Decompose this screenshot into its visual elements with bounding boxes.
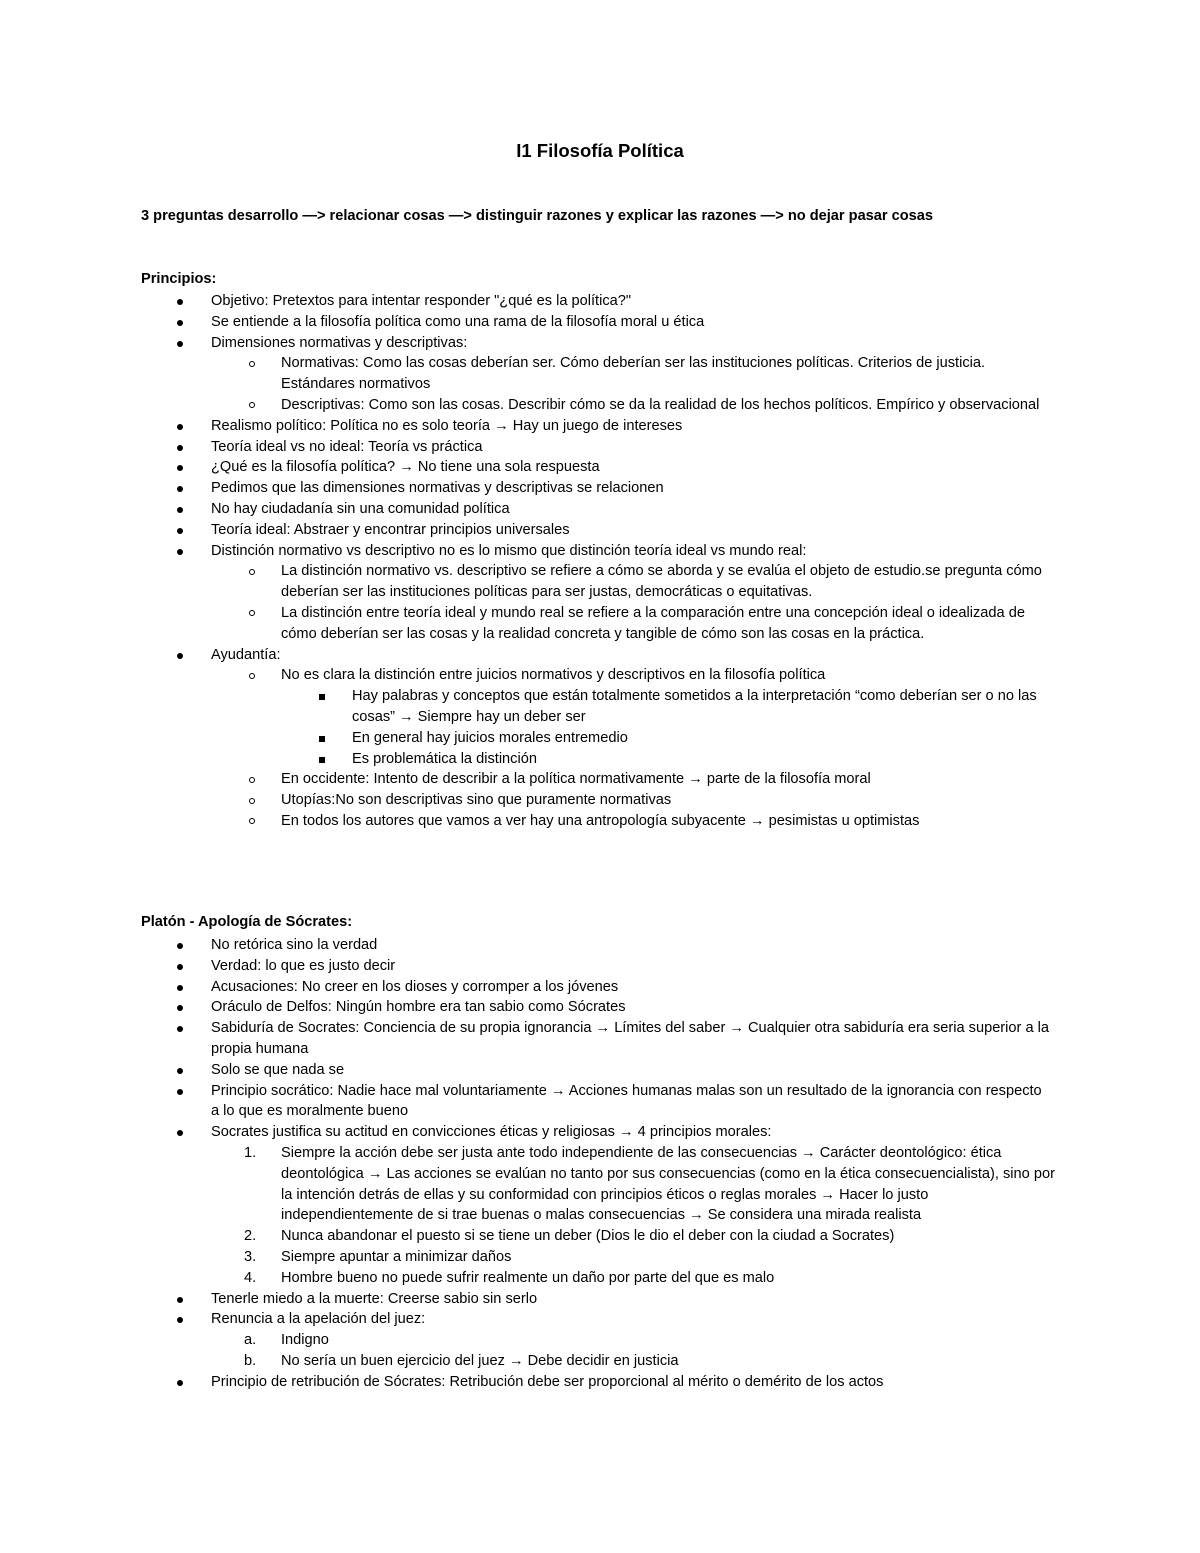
bullet-icon	[177, 985, 183, 991]
list-item: En todos los autores que vamos a ver hay una antropología subyacente → pesimistas u optimistas	[0, 811, 1200, 832]
bullet-icon	[177, 1297, 183, 1303]
list-item: Se entiende a la filosofía política como una rama de la filosofía moral u ética	[0, 312, 1200, 333]
list-item: b. No sería un buen ejercicio del juez → Debe decidir en justicia	[0, 1351, 1200, 1372]
list-item: Es problemática la distinción	[0, 749, 1200, 770]
list-item: En general hay juicios morales entremedio	[0, 728, 1200, 749]
bullet-icon	[177, 1130, 183, 1136]
list-item: Oráculo de Delfos: Ningún hombre era tan sabio como Sócrates	[0, 997, 1200, 1018]
bullet-icon	[177, 1380, 183, 1386]
list-item: No retórica sino la verdad	[0, 935, 1200, 956]
list-item: Realismo político: Política no es solo teoría → Hay un juego de intereses	[0, 416, 1200, 437]
list-item: a. Indigno	[0, 1330, 1200, 1351]
list-number: 3.	[244, 1248, 257, 1265]
list-letter: b.	[244, 1352, 257, 1369]
list-item: Principio de retribución de Sócrates: Retribución debe ser proporcional al mérito o demérito de los actos	[0, 1372, 1200, 1393]
bullet-icon	[177, 299, 183, 305]
list-item: Normativas: Como las cosas deberían ser. Cómo deberían ser las instituciones políticas. Criterios de justicia. Estándares normativos	[0, 353, 1200, 395]
list-item: No hay ciudadanía sin una comunidad política	[0, 499, 1200, 520]
list-item: Dimensiones normativas y descriptivas:	[0, 333, 1200, 354]
bullet-icon	[177, 424, 183, 430]
list-item: 1. Siempre la acción debe ser justa ante todo independiente de las consecuencias → Carácter deontológico: ética deontológica → Las acciones se evalúan no tanto por sus consecuencias (como en la ética consecuencialista), sino por la intención detrás de ellas y su conformidad con principios éticos o reglas morales → Hacer lo justo independientemente de si trae buenas o malas consecuencias → Se considera una mirada realista	[244, 1144, 1055, 1224]
hollow-bullet-icon	[249, 798, 255, 804]
hollow-bullet-icon	[249, 777, 255, 783]
bullet-icon	[177, 653, 183, 659]
list-item: Sabiduría de Socrates: Conciencia de su propia ignorancia → Límites del saber → Cualquier otra sabiduría era seria superior a la propia humana	[0, 1018, 1200, 1060]
list-item: La distinción normativo vs. descriptivo se refiere a cómo se aborda y se evalúa el objeto de estudio.se pregunta cómo deberían ser las instituciones políticas para ser justas, democráticas o equitativas.	[0, 561, 1200, 603]
list-item: Objetivo: Pretextos para intentar responder "¿qué es la política?"	[0, 291, 1200, 312]
list-item: 2. Nunca abandonar el puesto si se tiene un deber (Dios le dio el deber con la ciudad a Socrates)	[0, 1226, 1200, 1247]
document-title: I1 Filosofía Política	[516, 140, 684, 161]
list-item: Principio socrático: Nadie hace mal voluntariamente → Acciones humanas malas son un resultado de la ignorancia con respecto a lo que es moralmente bueno	[0, 1081, 1200, 1123]
bullet-icon	[177, 1005, 183, 1011]
list-item: Descriptivas: Como son las cosas. Describir cómo se da la realidad de los hechos políticos. Empírico y observacional	[0, 395, 1200, 416]
list-item: Tenerle miedo a la muerte: Creerse sabio sin serlo	[0, 1289, 1200, 1310]
square-bullet-icon	[319, 694, 325, 700]
list-item: Utopías:No son descriptivas sino que puramente normativas	[0, 790, 1200, 811]
hollow-bullet-icon	[249, 361, 255, 367]
list-item: En occidente: Intento de describir a la política normativamente → parte de la filosofía moral	[0, 769, 1200, 790]
list-letter: a.	[244, 1332, 257, 1349]
hollow-bullet-icon	[249, 818, 255, 824]
bullet-icon	[177, 1317, 183, 1323]
platon-list	[0, 935, 1200, 1393]
bullet-icon	[177, 549, 183, 555]
list-number: 1.	[244, 1144, 257, 1161]
bullet-icon	[177, 943, 183, 949]
bullet-icon	[177, 507, 183, 513]
list-item: 4. Hombre bueno no puede sufrir realmente un daño por parte del que es malo	[0, 1268, 1200, 1289]
list-item: Hay palabras y conceptos que están totalmente sometidos a la interpretación “como deberían ser o no las cosas” → Siempre hay un deber ser	[0, 686, 1200, 728]
bullet-icon	[177, 320, 183, 326]
hollow-bullet-icon	[249, 610, 255, 616]
bullet-icon	[177, 1089, 183, 1095]
list-item: Renuncia a la apelación del juez:	[0, 1309, 1200, 1330]
list-item: Solo se que nada se	[0, 1060, 1200, 1081]
bullet-icon	[177, 341, 183, 347]
bullet-icon	[177, 445, 183, 451]
list-item: Socrates justifica su actitud en convicciones éticas y religiosas → 4 principios morales:	[0, 1122, 1200, 1143]
list-item: Teoría ideal vs no ideal: Teoría vs práctica	[0, 437, 1200, 458]
square-bullet-icon	[319, 757, 325, 763]
list-item: Pedimos que las dimensiones normativas y descriptivas se relacionen	[0, 478, 1200, 499]
list-item: No es clara la distinción entre juicios normativos y descriptivos en la filosofía política	[0, 665, 1200, 686]
hollow-bullet-icon	[249, 402, 255, 408]
list-item: Teoría ideal: Abstraer y encontrar principios universales	[0, 520, 1200, 541]
bullet-icon	[177, 1026, 183, 1032]
list-item: 3. Siempre apuntar a minimizar daños	[0, 1247, 1200, 1268]
bullet-icon	[177, 486, 183, 492]
principios-list	[0, 291, 1200, 832]
bullet-icon	[177, 528, 183, 534]
square-bullet-icon	[319, 736, 325, 742]
bullet-icon	[177, 465, 183, 471]
section-heading-platon: Platón - Apología de Sócrates:	[141, 914, 353, 930]
bullet-icon	[177, 1068, 183, 1074]
hollow-bullet-icon	[249, 673, 255, 679]
list-item: ¿Qué es la filosofía política? → No tiene una sola respuesta	[0, 457, 1200, 478]
list-item: La distinción entre teoría ideal y mundo real se refiere a la comparación entre una concepción ideal o idealizada de cómo deberían ser las cosas y la realidad concreta y tangible de cómo son las cosas en la práctica.	[0, 603, 1200, 645]
list-number: 4.	[244, 1269, 257, 1286]
list-item: Verdad: lo que es justo decir	[0, 956, 1200, 977]
intro-line: 3 preguntas desarrollo —> relacionar cosas —> distinguir razones y explicar las razones —> no dejar pasar cosas	[141, 208, 934, 224]
list-item: Distinción normativo vs descriptivo no es lo mismo que distinción teoría ideal vs mundo real:	[0, 541, 1200, 562]
section-heading-principios: Principios:	[141, 271, 217, 287]
list-item: Ayudantía:	[0, 645, 1200, 666]
list-number: 2.	[244, 1228, 257, 1245]
bullet-icon	[177, 964, 183, 970]
list-item: Acusaciones: No creer en los dioses y corromper a los jóvenes	[0, 977, 1200, 998]
hollow-bullet-icon	[249, 569, 255, 575]
